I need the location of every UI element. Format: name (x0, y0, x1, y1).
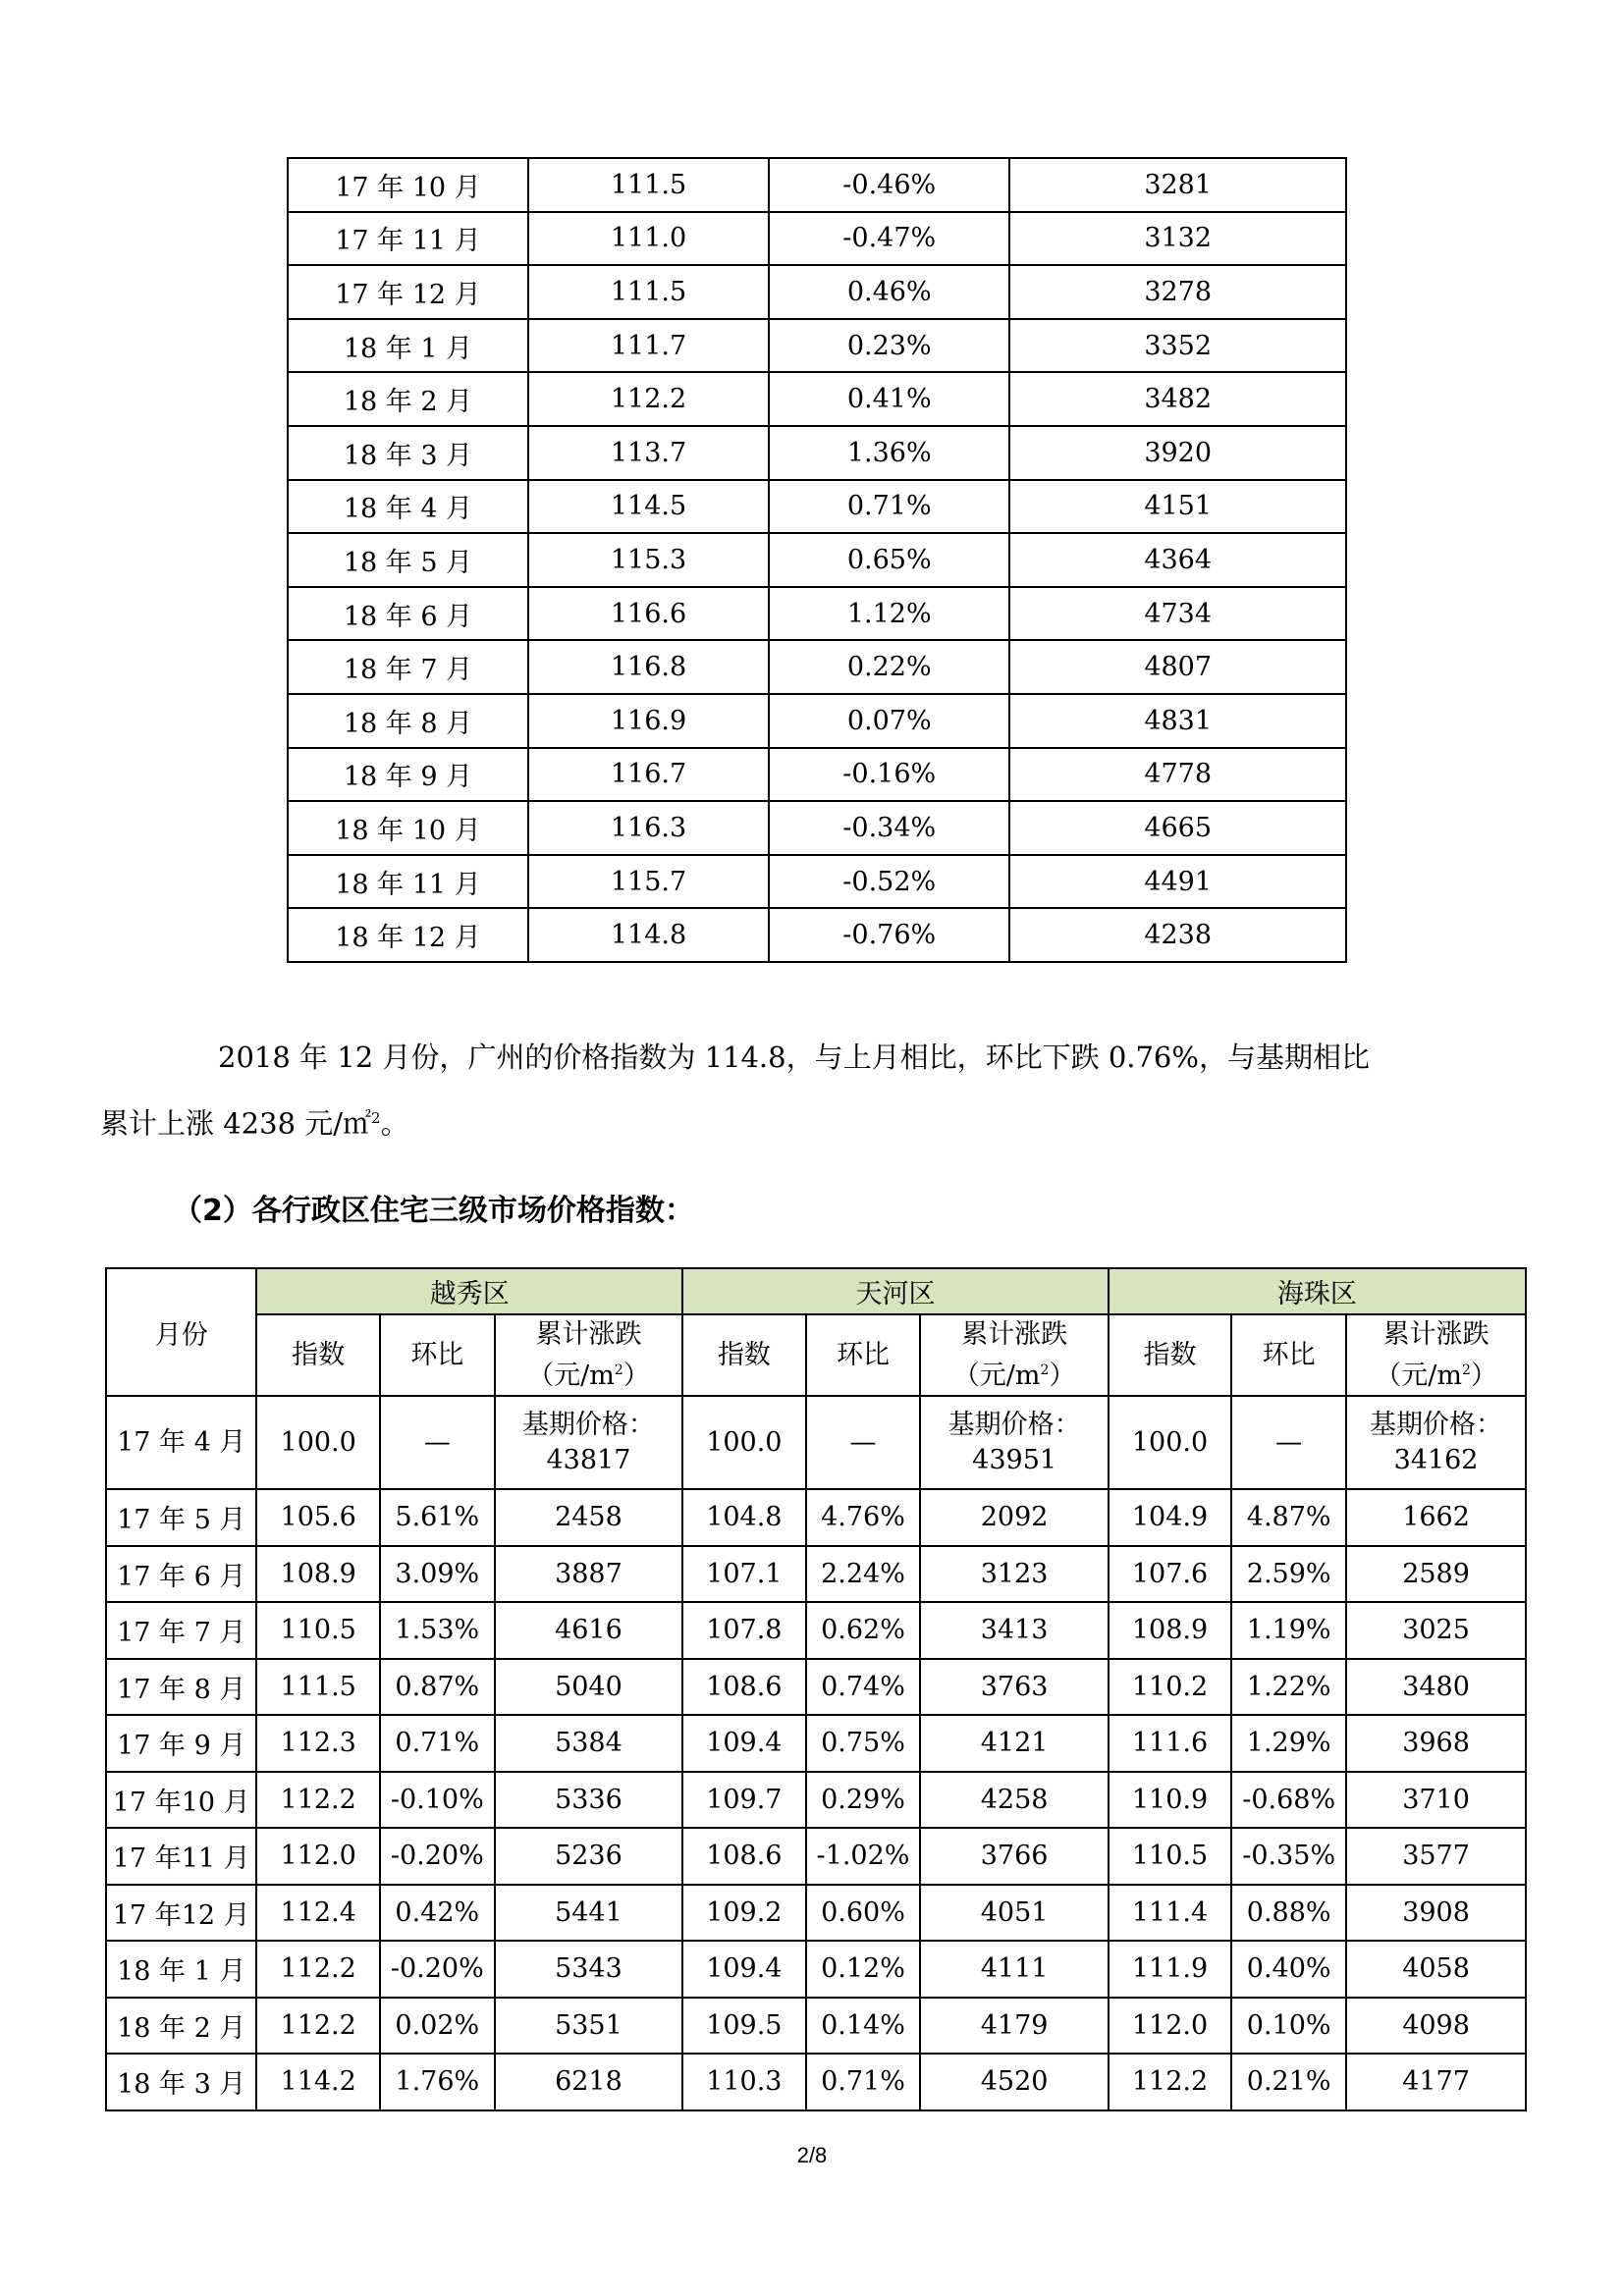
mom-change-cell: -0.47% (769, 212, 1009, 266)
index-cell-tianhe: 109.7 (682, 1772, 805, 1829)
base-price-label: 基期价格： (947, 1409, 1081, 1440)
month-cell: 18 年 5 月 (288, 533, 528, 587)
month-cell: 17 年10 月 (106, 1772, 256, 1829)
index-cell-haizhu: 112.2 (1109, 2054, 1231, 2110)
cumulative-change-cell-haizhu: 4098 (1346, 1998, 1526, 2055)
district-header-haizhu: 海珠区 (1109, 1268, 1526, 1314)
month-header: 月份 (106, 1268, 256, 1396)
base-price-label: 基期价格： (521, 1409, 655, 1440)
cumulative-change-cell: 3920 (1009, 426, 1346, 480)
mom-change-cell-yuexiu: 1.76% (380, 2054, 495, 2110)
cumulative-change-cell-tianhe: 4258 (920, 1772, 1108, 1829)
index-cell-tianhe: 104.8 (682, 1489, 805, 1546)
mom-header-haizhu: 环比 (1231, 1314, 1346, 1396)
cumulative-change-cell-haizhu: 3710 (1346, 1772, 1526, 1829)
mom-change-cell-yuexiu: 0.42% (380, 1885, 495, 1942)
cumulative-change-cell-yuexiu: 5384 (495, 1715, 682, 1772)
cumulative-change-cell-tianhe: 4179 (920, 1998, 1108, 2055)
table-row (288, 908, 1346, 962)
mom-change-cell-yuexiu: 0.87% (380, 1659, 495, 1716)
index-cell: 115.7 (528, 855, 769, 909)
mom-change-cell: 1.12% (769, 587, 1009, 641)
mom-change-cell-haizhu: 0.40% (1231, 1941, 1346, 1998)
mom-change-cell-yuexiu: -0.20% (380, 1828, 495, 1885)
index-header-haizhu: 指数 (1109, 1314, 1231, 1396)
mom-change-cell-haizhu: 1.29% (1231, 1715, 1346, 1772)
index-cell-haizhu: 112.0 (1109, 1998, 1231, 2055)
mom-change-cell-tianhe: 0.75% (806, 1715, 921, 1772)
district-price-index-table (105, 1267, 1527, 2111)
mom-change-cell: -0.16% (769, 748, 1009, 802)
table-row (288, 533, 1346, 587)
mom-change-cell-haizhu: 1.19% (1231, 1602, 1346, 1659)
mom-change-cell-tianhe: 4.76% (806, 1489, 921, 1546)
table-row (288, 426, 1346, 480)
cumulative-change-cell-tianhe: 3123 (920, 1546, 1108, 1603)
index-cell: 112.2 (528, 372, 769, 426)
month-cell: 18 年 7 月 (288, 640, 528, 694)
month-cell: 17 年 10 月 (288, 158, 528, 212)
month-cell: 18 年 2 月 (288, 372, 528, 426)
summary-line-2 (100, 1088, 409, 1154)
cumulative-header-line1: 累计涨跌 (961, 1318, 1068, 1350)
table-row (288, 265, 1346, 319)
base-price-cell-yuexiu (495, 1396, 682, 1489)
table-row (106, 1885, 1526, 1942)
cumulative-header-unit-end: ） (1049, 1360, 1076, 1391)
mom-change-cell-tianhe: 0.71% (806, 2054, 921, 2110)
mom-change-cell-haizhu: -0.68% (1231, 1772, 1346, 1829)
cumulative-change-cell-haizhu: 4058 (1346, 1941, 1526, 1998)
cumulative-change-cell-haizhu: 4177 (1346, 2054, 1526, 2110)
index-cell-yuexiu: 100.0 (256, 1396, 379, 1489)
base-price-label: 基期价格： (1370, 1409, 1503, 1440)
cumulative-change-cell-yuexiu: 5343 (495, 1941, 682, 1998)
mom-change-cell-tianhe: 0.62% (806, 1602, 921, 1659)
index-cell: 113.7 (528, 426, 769, 480)
table-row (288, 640, 1346, 694)
cumulative-change-cell-yuexiu: 5236 (495, 1828, 682, 1885)
cumulative-change-cell-haizhu: 2589 (1346, 1546, 1526, 1603)
cumulative-change-cell-haizhu: 3025 (1346, 1602, 1526, 1659)
month-cell: 17 年12 月 (106, 1885, 256, 1942)
cumulative-header-unit-end: ） (623, 1360, 650, 1391)
cumulative-change-cell: 3281 (1009, 158, 1346, 212)
index-cell-tianhe: 109.2 (682, 1885, 805, 1942)
cumulative-change-cell-tianhe: 4111 (920, 1941, 1108, 1998)
index-cell: 116.8 (528, 640, 769, 694)
month-cell: 18 年 8 月 (288, 694, 528, 748)
cumulative-change-cell-tianhe: 3763 (920, 1659, 1108, 1716)
index-cell: 116.7 (528, 748, 769, 802)
index-cell-yuexiu: 114.2 (256, 2054, 379, 2110)
table-row (288, 319, 1346, 373)
month-cell: 18 年 6 月 (288, 587, 528, 641)
mom-change-cell: -0.76% (769, 908, 1009, 962)
index-cell: 111.7 (528, 319, 769, 373)
mom-change-cell: 1.36% (769, 426, 1009, 480)
district-header-yuexiu: 越秀区 (256, 1268, 682, 1314)
index-cell-tianhe: 108.6 (682, 1828, 805, 1885)
cumulative-change-cell-yuexiu: 5441 (495, 1885, 682, 1942)
month-cell: 17 年 4 月 (106, 1396, 256, 1489)
cumulative-header-unit: （元/m (527, 1360, 615, 1391)
cumulative-header-line1: 累计涨跌 (1382, 1318, 1489, 1350)
mom-change-cell-yuexiu: 0.02% (380, 1998, 495, 2055)
index-cell: 116.9 (528, 694, 769, 748)
mom-change-cell-tianhe: 0.74% (806, 1659, 921, 1716)
cumulative-change-cell: 4831 (1009, 694, 1346, 748)
table-row (288, 855, 1346, 909)
mom-change-cell-tianhe: 0.12% (806, 1941, 921, 1998)
month-cell: 17 年 8 月 (106, 1659, 256, 1716)
mom-change-cell-haizhu: 2.59% (1231, 1546, 1346, 1603)
index-cell-haizhu: 100.0 (1109, 1396, 1231, 1489)
index-cell-haizhu: 108.9 (1109, 1602, 1231, 1659)
table-row (106, 1998, 1526, 2055)
summary-line-2-end: 。 (380, 1106, 409, 1141)
month-cell: 17 年 9 月 (106, 1715, 256, 1772)
table-row (106, 1941, 1526, 1998)
mom-change-cell-yuexiu: -0.20% (380, 1941, 495, 1998)
cumulative-change-cell-yuexiu: 6218 (495, 2054, 682, 2110)
cumulative-header-unit: （元/m (1375, 1360, 1462, 1391)
cumulative-header-tianhe (920, 1314, 1108, 1396)
mom-change-cell: 0.07% (769, 694, 1009, 748)
cumulative-change-cell: 4807 (1009, 640, 1346, 694)
base-period-row (106, 1396, 1526, 1489)
mom-change-cell-tianhe: 0.14% (806, 1998, 921, 2055)
cumulative-change-cell-yuexiu: 4616 (495, 1602, 682, 1659)
cumulative-header-unit-sup: 2 (614, 1362, 623, 1378)
table-row (288, 694, 1346, 748)
index-cell: 111.0 (528, 212, 769, 266)
cumulative-change-cell-tianhe: 3766 (920, 1828, 1108, 1885)
mom-change-cell-yuexiu: 0.71% (380, 1715, 495, 1772)
base-price-value: 34162 (1393, 1444, 1479, 1475)
table-row (106, 1659, 1526, 1716)
index-cell-tianhe: 109.5 (682, 1998, 805, 2055)
section-heading: （2）各行政区住宅三级市场价格指数： (173, 1194, 694, 1228)
mom-change-cell-yuexiu: 1.53% (380, 1602, 495, 1659)
cumulative-change-cell: 4364 (1009, 533, 1346, 587)
mom-change-cell-haizhu: 4.87% (1231, 1489, 1346, 1546)
index-cell-haizhu: 111.6 (1109, 1715, 1231, 1772)
cumulative-change-cell-haizhu: 3577 (1346, 1828, 1526, 1885)
index-cell-yuexiu: 105.6 (256, 1489, 379, 1546)
month-cell: 18 年 9 月 (288, 748, 528, 802)
mom-change-cell: 0.65% (769, 533, 1009, 587)
table-row (288, 587, 1346, 641)
mom-change-cell-haizhu: 0.21% (1231, 2054, 1346, 2110)
mom-change-cell: -0.34% (769, 801, 1009, 855)
month-cell: 18 年 1 月 (288, 319, 528, 373)
month-cell: 18 年 2 月 (106, 1998, 256, 2055)
mom-change-cell: 0.46% (769, 265, 1009, 319)
index-cell-yuexiu: 112.2 (256, 1998, 379, 2055)
index-cell-haizhu: 110.9 (1109, 1772, 1231, 1829)
mom-change-cell: 0.22% (769, 640, 1009, 694)
table-row (106, 1489, 1526, 1546)
month-cell: 18 年 1 月 (106, 1941, 256, 1998)
month-cell: 17 年11 月 (106, 1828, 256, 1885)
mom-change-cell-yuexiu: 3.09% (380, 1546, 495, 1603)
cumulative-header-yuexiu (495, 1314, 682, 1396)
month-cell: 18 年 4 月 (288, 480, 528, 534)
index-cell-tianhe: 108.6 (682, 1659, 805, 1716)
index-cell-yuexiu: 112.3 (256, 1715, 379, 1772)
table-row (106, 1772, 1526, 1829)
cumulative-header-unit-sup: 2 (1461, 1362, 1471, 1378)
summary-line-1: 2018 年 12 月份，广州的价格指数为 114.8，与上月相比，环比下跌 0.76%，与基期相比 (218, 1041, 1370, 1074)
cumulative-change-cell-yuexiu: 3887 (495, 1546, 682, 1603)
cumulative-change-cell-tianhe: 4121 (920, 1715, 1108, 1772)
index-cell-yuexiu: 111.5 (256, 1659, 379, 1716)
cumulative-change-cell-yuexiu: 2458 (495, 1489, 682, 1546)
cumulative-change-cell: 4665 (1009, 801, 1346, 855)
index-cell-tianhe: 100.0 (682, 1396, 805, 1489)
table-row (106, 1546, 1526, 1603)
index-cell-tianhe: 109.4 (682, 1715, 805, 1772)
cumulative-header-haizhu (1346, 1314, 1526, 1396)
index-cell-haizhu: 111.4 (1109, 1885, 1231, 1942)
index-cell-haizhu: 107.6 (1109, 1546, 1231, 1603)
index-cell-tianhe: 107.1 (682, 1546, 805, 1603)
cumulative-change-cell-yuexiu: 5040 (495, 1659, 682, 1716)
mom-change-cell: 0.23% (769, 319, 1009, 373)
index-cell-yuexiu: 112.4 (256, 1885, 379, 1942)
month-cell: 18 年 3 月 (288, 426, 528, 480)
month-cell: 17 年 11 月 (288, 212, 528, 266)
index-cell-yuexiu: 108.9 (256, 1546, 379, 1603)
index-cell: 111.5 (528, 265, 769, 319)
mom-change-cell-tianhe: — (806, 1396, 921, 1489)
page-number: 2/8 (796, 2143, 828, 2167)
mom-header-yuexiu: 环比 (380, 1314, 495, 1396)
mom-change-cell-haizhu: -0.35% (1231, 1828, 1346, 1885)
table-row (106, 1828, 1526, 1885)
cumulative-header-unit: （元/m (952, 1360, 1041, 1391)
cumulative-change-cell-tianhe: 3413 (920, 1602, 1108, 1659)
cumulative-header-unit-end: ） (1470, 1360, 1497, 1391)
cumulative-change-cell: 4238 (1009, 908, 1346, 962)
cumulative-change-cell-haizhu: 1662 (1346, 1489, 1526, 1546)
summary-line-2-sup: 2 (371, 1109, 381, 1127)
mom-change-cell: -0.52% (769, 855, 1009, 909)
mom-change-cell: -0.46% (769, 158, 1009, 212)
cumulative-change-cell: 4778 (1009, 748, 1346, 802)
base-price-value: 43817 (546, 1444, 631, 1475)
index-cell-tianhe: 110.3 (682, 2054, 805, 2110)
table-row (288, 801, 1346, 855)
district-header-row (106, 1268, 1526, 1314)
month-cell: 18 年 3 月 (106, 2054, 256, 2110)
cumulative-change-cell: 3278 (1009, 265, 1346, 319)
index-header-yuexiu: 指数 (256, 1314, 379, 1396)
mom-change-cell-tianhe: 0.60% (806, 1885, 921, 1942)
cumulative-change-cell-haizhu: 3968 (1346, 1715, 1526, 1772)
table-row (288, 212, 1346, 266)
index-cell: 115.3 (528, 533, 769, 587)
index-cell-haizhu: 111.9 (1109, 1941, 1231, 1998)
summary-line-2-text: 累计上涨 4238 元/㎡ (100, 1106, 372, 1141)
summary-paragraph (100, 1027, 1480, 1154)
index-header-tianhe: 指数 (682, 1314, 805, 1396)
mom-change-cell-yuexiu: 5.61% (380, 1489, 495, 1546)
month-cell: 18 年 11 月 (288, 855, 528, 909)
index-cell-tianhe: 107.8 (682, 1602, 805, 1659)
mom-change-cell-yuexiu: — (380, 1396, 495, 1489)
table-row (288, 748, 1346, 802)
citywide-table-body (288, 158, 1346, 962)
cumulative-change-cell: 4734 (1009, 587, 1346, 641)
cumulative-change-cell: 4491 (1009, 855, 1346, 909)
cumulative-change-cell-yuexiu: 5351 (495, 1998, 682, 2055)
index-cell-yuexiu: 112.2 (256, 1941, 379, 1998)
cumulative-header-unit-sup: 2 (1040, 1362, 1050, 1378)
mom-change-cell: 0.71% (769, 480, 1009, 534)
index-cell-yuexiu: 110.5 (256, 1602, 379, 1659)
cumulative-change-cell-yuexiu: 5336 (495, 1772, 682, 1829)
index-cell-haizhu: 104.9 (1109, 1489, 1231, 1546)
district-header-tianhe: 天河区 (682, 1268, 1109, 1314)
month-cell: 17 年 12 月 (288, 265, 528, 319)
index-cell: 114.8 (528, 908, 769, 962)
mom-header-tianhe: 环比 (806, 1314, 921, 1396)
mom-change-cell-haizhu: 1.22% (1231, 1659, 1346, 1716)
subheader-row (106, 1314, 1526, 1396)
index-cell-haizhu: 110.2 (1109, 1659, 1231, 1716)
mom-change-cell-tianhe: 2.24% (806, 1546, 921, 1603)
month-cell: 17 年 7 月 (106, 1602, 256, 1659)
month-cell: 18 年 12 月 (288, 908, 528, 962)
index-cell-yuexiu: 112.2 (256, 1772, 379, 1829)
month-cell: 18 年 10 月 (288, 801, 528, 855)
base-price-cell-haizhu (1346, 1396, 1526, 1489)
index-cell-haizhu: 110.5 (1109, 1828, 1231, 1885)
cumulative-change-cell-tianhe: 4051 (920, 1885, 1108, 1942)
cumulative-header-line1: 累计涨跌 (535, 1318, 642, 1350)
index-cell: 114.5 (528, 480, 769, 534)
table-row (288, 372, 1346, 426)
cumulative-change-cell: 4151 (1009, 480, 1346, 534)
mom-change-cell-haizhu: 0.10% (1231, 1998, 1346, 2055)
mom-change-cell-yuexiu: -0.10% (380, 1772, 495, 1829)
district-table-body (106, 1396, 1526, 2110)
index-cell: 111.5 (528, 158, 769, 212)
base-price-cell-tianhe (920, 1396, 1108, 1489)
base-price-value: 43951 (972, 1444, 1057, 1475)
cumulative-change-cell: 3352 (1009, 319, 1346, 373)
index-cell-tianhe: 109.4 (682, 1941, 805, 1998)
cumulative-change-cell: 3482 (1009, 372, 1346, 426)
mom-change-cell-haizhu: 0.88% (1231, 1885, 1346, 1942)
mom-change-cell-tianhe: 0.29% (806, 1772, 921, 1829)
table-row (106, 1715, 1526, 1772)
month-cell: 17 年 6 月 (106, 1546, 256, 1603)
table-row (106, 1602, 1526, 1659)
mom-change-cell-haizhu: — (1231, 1396, 1346, 1489)
table-row (106, 2054, 1526, 2110)
cumulative-change-cell-haizhu: 3908 (1346, 1885, 1526, 1942)
cumulative-change-cell-tianhe: 2092 (920, 1489, 1108, 1546)
index-cell-yuexiu: 112.0 (256, 1828, 379, 1885)
citywide-price-index-table (287, 157, 1347, 963)
cumulative-change-cell: 3132 (1009, 212, 1346, 266)
table-row (288, 158, 1346, 212)
index-cell: 116.6 (528, 587, 769, 641)
index-cell: 116.3 (528, 801, 769, 855)
cumulative-change-cell-tianhe: 4520 (920, 2054, 1108, 2110)
mom-change-cell-tianhe: -1.02% (806, 1828, 921, 1885)
month-cell: 17 年 5 月 (106, 1489, 256, 1546)
table-row (288, 480, 1346, 534)
cumulative-change-cell-haizhu: 3480 (1346, 1659, 1526, 1716)
mom-change-cell: 0.41% (769, 372, 1009, 426)
